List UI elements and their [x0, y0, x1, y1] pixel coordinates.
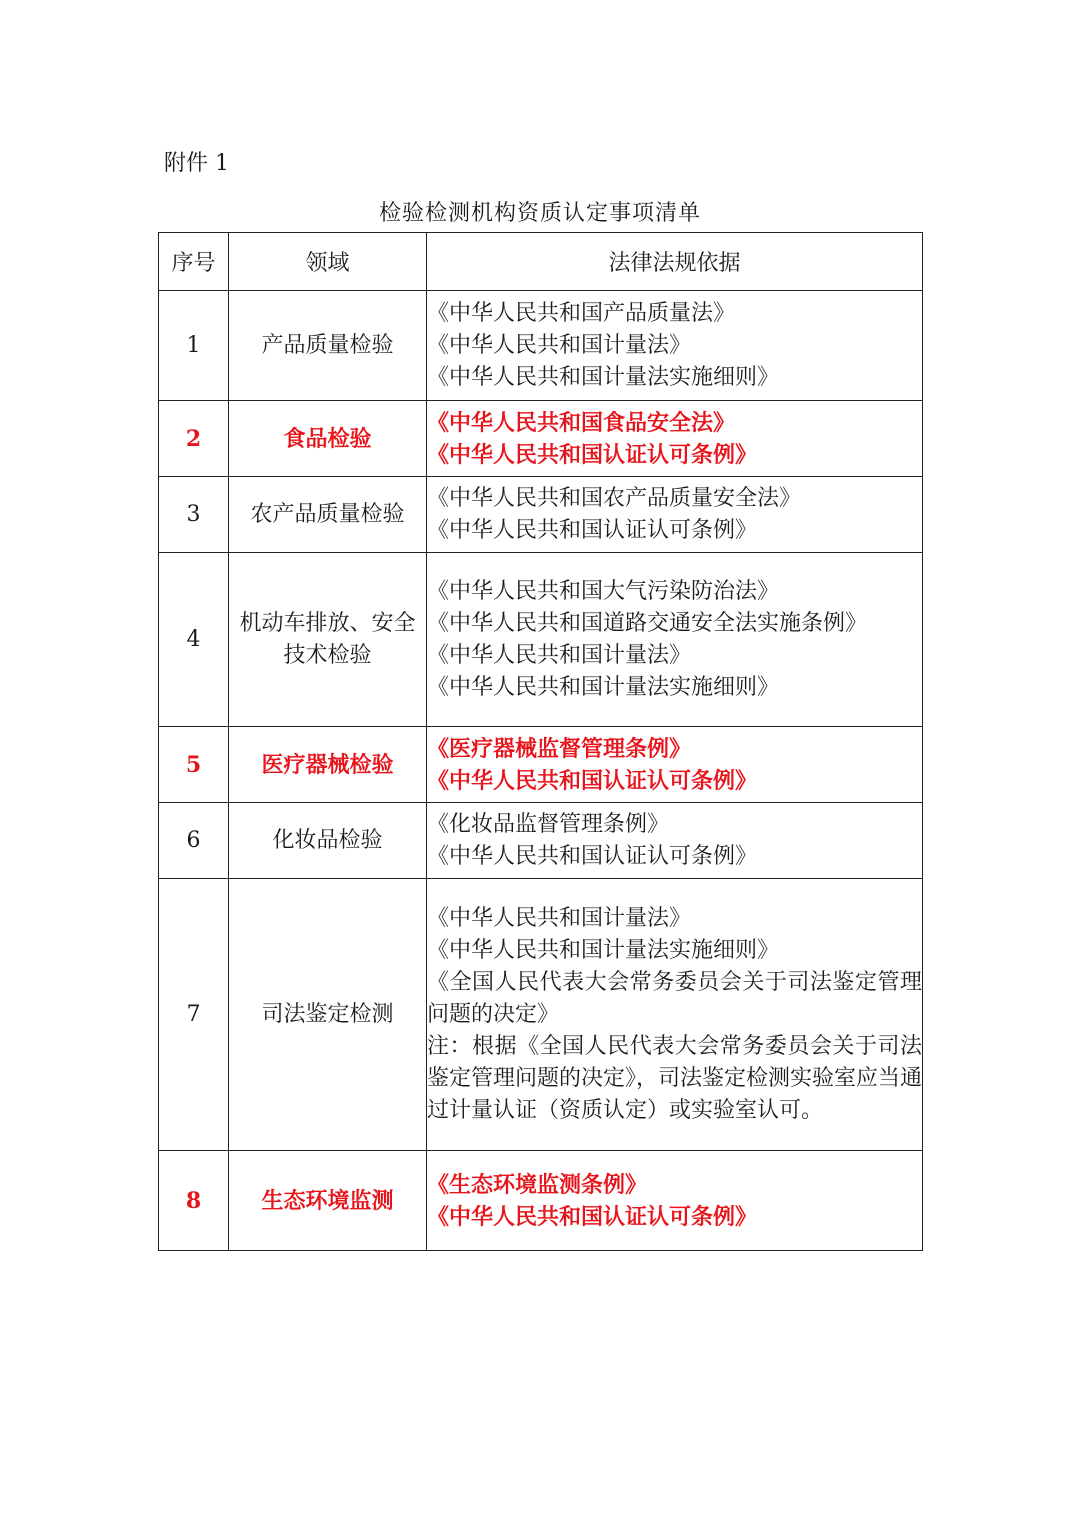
- table-row: [159, 803, 923, 879]
- law-citation: 《中华人民共和国计量法实施细则》: [427, 937, 780, 963]
- header-field: 领域: [229, 233, 427, 291]
- row-legal-basis: [427, 553, 923, 727]
- law-citation: 《中华人民共和国农产品质量安全法》: [427, 485, 802, 511]
- row-number: 5: [159, 727, 229, 803]
- row-legal-basis: [427, 727, 923, 803]
- law-citation: 《中华人民共和国认证认可条例》: [427, 441, 758, 468]
- annex-label: 附件 1: [164, 151, 229, 176]
- row-number: 8: [159, 1151, 229, 1251]
- row-field: 生态环境监测: [229, 1151, 427, 1251]
- row-field: 食品检验: [229, 401, 427, 477]
- row-field: 司法鉴定检测: [229, 879, 427, 1151]
- law-citation: 《中华人民共和国计量法》: [427, 332, 692, 358]
- table-header-row: [159, 233, 923, 291]
- table-row: [159, 477, 923, 553]
- row-number: 4: [159, 553, 229, 727]
- law-citation: 《中华人民共和国认证认可条例》: [427, 517, 758, 543]
- table-row: [159, 879, 923, 1151]
- row-field: 机动车排放、安全技术检验: [229, 553, 427, 727]
- table-row-highlighted: [159, 1151, 923, 1251]
- row-field: 医疗器械检验: [229, 727, 427, 803]
- table-row-highlighted: [159, 727, 923, 803]
- law-citation: 《中华人民共和国认证认可条例》: [427, 1203, 758, 1230]
- row-field: 产品质量检验: [229, 291, 427, 401]
- row-field: 农产品质量检验: [229, 477, 427, 553]
- row-field: 化妆品检验: [229, 803, 427, 879]
- law-citation: 《中华人民共和国食品安全法》: [427, 409, 736, 436]
- law-citation: 《中华人民共和国计量法》: [427, 905, 692, 931]
- header-legal-basis: 法律法规依据: [427, 233, 923, 291]
- row-legal-basis: [427, 879, 923, 1151]
- document-title: 检验检测机构资质认定事项清单: [378, 201, 701, 226]
- law-citation: 《中华人民共和国认证认可条例》: [427, 767, 758, 794]
- law-citation: 《医疗器械监督管理条例》: [427, 735, 692, 762]
- table-row-highlighted: [159, 401, 923, 477]
- header-number: 序号: [159, 233, 229, 291]
- law-citation: 《化妆品监督管理条例》: [427, 811, 670, 837]
- law-citation: 《中华人民共和国产品质量法》: [427, 300, 736, 326]
- law-citation: 《中华人民共和国道路交通安全法实施条例》: [427, 610, 868, 636]
- row-legal-basis: [427, 803, 923, 879]
- row-number: 1: [159, 291, 229, 401]
- law-citation: 《中华人民共和国计量法实施细则》: [427, 674, 780, 700]
- row-legal-basis: [427, 401, 923, 477]
- law-citation: 《生态环境监测条例》: [427, 1171, 648, 1198]
- law-citation: 《中华人民共和国计量法实施细则》: [427, 364, 780, 390]
- table-row: [159, 291, 923, 401]
- row-number: 6: [159, 803, 229, 879]
- law-citation: 《中华人民共和国认证认可条例》: [427, 843, 758, 869]
- row-legal-basis: [427, 1151, 923, 1251]
- table-row: [159, 553, 923, 727]
- row-legal-basis: [427, 291, 923, 401]
- row-number: 2: [159, 401, 229, 477]
- law-citation: 《全国人民代表大会常务委员会关于司法鉴定管理问题的决定》: [427, 969, 922, 1027]
- row-number: 3: [159, 477, 229, 553]
- row-legal-basis: [427, 477, 923, 553]
- row-number: 7: [159, 879, 229, 1151]
- law-citation: 《中华人民共和国大气污染防治法》: [427, 578, 780, 604]
- law-note: 注：根据《全国人民代表大会常务委员会关于司法鉴定管理问题的决定》，司法鉴定检测实验室应当通过计量认证（资质认定）或实验室认可。: [427, 1033, 923, 1123]
- qualification-items-table: [158, 232, 923, 1251]
- law-citation: 《中华人民共和国计量法》: [427, 642, 692, 668]
